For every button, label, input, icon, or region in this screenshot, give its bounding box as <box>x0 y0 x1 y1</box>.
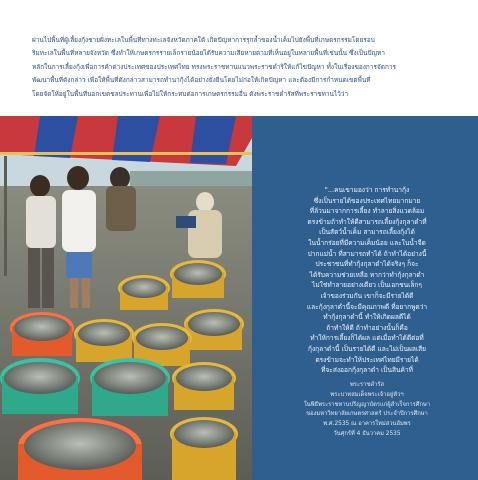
intro-line: พัฒนาพื้นที่ดังกล่าว เพื่อให้พื้นที่ดังกล่าวสามารถทำนากุ้งได้อย่างยั่งยืนโดยไม่ก่อให้เกิดปัญหา และต้องมีการกำหนดเขตพื้นที่ <box>32 76 371 85</box>
quote-credit <box>270 381 464 440</box>
quote-line: ไม่ใช่ทำลายอย่างเดียว เป็นเอกชนเล็กๆ <box>312 281 422 290</box>
quote-line: ที่จะส่งออกกุ้งกุลาดำ เป็นสินค้าที่ <box>321 366 413 375</box>
quote-line: ได้รับความช่วยเหลือ หากว่าทำกุ้งกุลาดำ <box>309 270 425 279</box>
quote-line: ปากแม่น้ำ ที่สามารถทำได้ ถ้าทำได้อย่างนี้ <box>307 249 427 258</box>
quote-line: ทำกุ้งกุลาดำนี้ ทำให้เกิดผลดีได้ <box>323 313 411 322</box>
quote-line: ตรงข้ามถ้าทำให้ดีสามารถเลี้ยงกุ้งกุลาดำที่ <box>307 217 427 226</box>
royal-quote <box>270 185 464 376</box>
quote-line: กุ้งกุลาดำนี้ เป็นรายได้ดี และไม่เป็นผลเสีย <box>307 344 427 353</box>
credit-line: วันศุกร์ที่ 4 ธันวาคม 2535 <box>333 430 401 437</box>
quote-line: ถ้าทำให้ดี ถ้าทำอย่างนั้นก็คือ <box>326 323 408 332</box>
intro-paragraph <box>32 34 446 101</box>
credit-line: พ.ศ.2535 ณ อาคารใหม่สวนอัมพร <box>323 421 411 428</box>
quote-line: ประชาชนที่ทำกุ้งกุลาดำได้จริงๆ ก็จะ <box>315 260 419 269</box>
credit-line: ของมหาวิทยาลัยเกษตรศาสตร์ ประจำปีการศึกษา <box>306 411 428 418</box>
intro-line: ผ่านไปพื้นที่ผู้เลี้ยงกุ้งชายฝั่งทะเลในพื้นที่ทางทะเลจังหวัดภาคใต้ เกิดปัญหาการรุกล้ำของน้ำเค็มไปยังพื้นที่เกษตรกรรมโดยรอบ <box>32 36 375 44</box>
quote-line: ซึ่งเป็นรายได้ของประเทศไทยมากมาย <box>313 196 421 205</box>
quote-line: เป็นสัตว์น้ำเค็ม สามารถเลี้ยงกุ้งได้ <box>319 228 415 237</box>
shrimp-market-photo <box>0 116 252 480</box>
credit-line: พระบาทสมเด็จพระเจ้าอยู่หัวฯ <box>330 391 404 398</box>
quote-line: เจ้าของร่วมกัน เขาก็จะมีรายได้ดี <box>320 291 414 300</box>
intro-line: หลักในการเลี้ยงกุ้งเพื่อการค้าต่างประเทศของประเทศไทย ทรงพระราชทานแนวพระราชดำริให้แก้ไขปัญหา ทั้งในเรื่องของการจัดการ <box>32 62 397 71</box>
quote-line: ที่ล้วนมาจากการเลี้ยง ทำลายสิ่งแวดล้อม <box>309 207 425 216</box>
quote-line: ในน้ำกร่อยที่มีความเค็มน้อย และในน้ำจืด <box>308 238 426 247</box>
credit-line: ในพิธีพระราชทานปริญญาบัตรแก่ผู้สำเร็จการศึกษา <box>303 401 431 408</box>
quote-line: และกุ้งกุลาดำนี้จะมีคุณภาพดี ที่อยากพูดว่า <box>306 302 428 311</box>
shrimp-market-illustration <box>0 116 252 480</box>
quote-line: ทำให้การเลี้ยงก็ได้ผล แต่เมื่อทำได้ดีต่อที่ <box>310 334 424 343</box>
quote-line: "...คนเขามองว่า การทำนากุ้ง <box>324 186 410 194</box>
credit-line: พระราชดำรัส <box>349 382 385 388</box>
intro-line: ริมทะเลในพื้นที่หลายจังหวัด ซึ่งทำให้เกษตรกรรายเล็กรายน้อยได้รับความเสียหายตามที่เห็นอยู่ในหลายพื้นที่เช่นนั้น ซึ่งเป็นปัญหา <box>32 49 385 58</box>
intro-line: โดยจัดให้อยู่ในพื้นที่นอกเขตชลประทานเพื่อไม่ให้กระทบต่อการเกษตรกรรมอื่น ดังพระราชดำรัสที่พระราชทานไว้ว่า <box>32 89 349 98</box>
quote-line: ตรงข้ามจะทำให้ประเทศไทยมีรายได้ <box>315 355 419 364</box>
